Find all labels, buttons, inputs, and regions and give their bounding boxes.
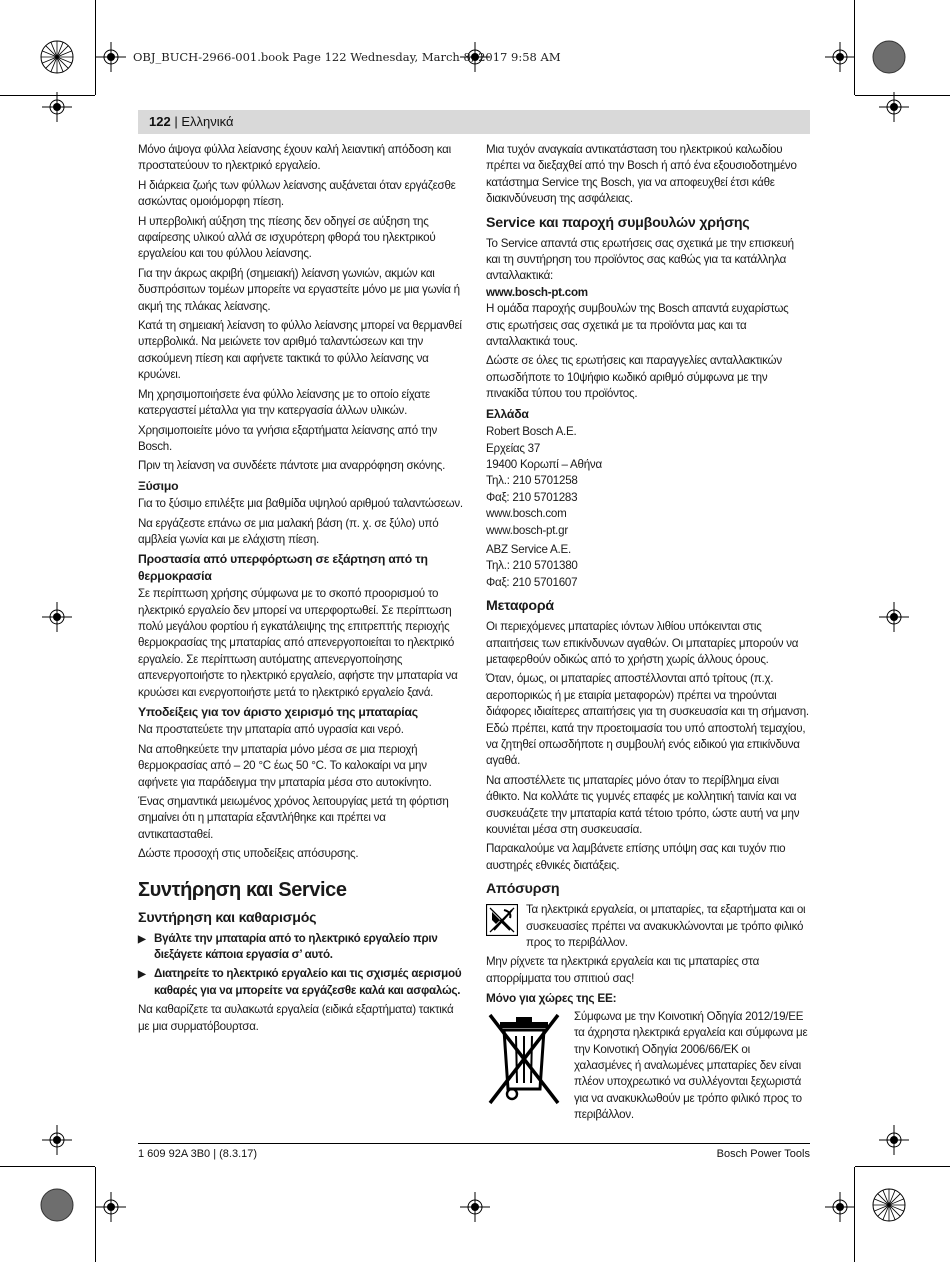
paragraph: Να αποθηκεύετε την μπαταρία μόνο μέσα σε μια περιοχή θερμοκρασίας από – 20 °C έως 50 °C. Το καλοκαίρι να μην αφήνετε για παράδειγμα την μπαταρία μέσα στο αυτοκίνητο. [138, 742, 432, 789]
eu-disposal-note [486, 1009, 809, 1124]
address-line: Φαξ: 210 5701283 [486, 490, 578, 504]
triangle-bullet-icon: ▶ [138, 933, 146, 945]
footer-brand: Bosch Power Tools [716, 1148, 810, 1160]
paragraph: Για την άκρως ακριβή (σημειακή) λείανση γωνιών, ακμών και δυσπρόσιτων τομέων μπορείτε να εργαστείτε μόνο με μια γωνία ή ακμή της πλάκας λείανσης. [138, 266, 460, 313]
registration-mark-icon [96, 42, 126, 72]
paragraph: Ένας σημαντικά μειωμένος χρόνος λειτουργίας μετά τη φόρτιση σημαίνει ότι η μπαταρία εξαντλήθηκε και πρέπει να αντικατασταθεί. [138, 795, 449, 841]
paragraph: Το Service απαντά στις ερωτήσεις σας σχετικά με την επισκευή και τη συντήρηση του προϊόντος σας καθώς για τα κατάλληλα ανταλλακτικά: [486, 236, 794, 283]
paragraph: Όταν, όμως, οι μπαταρίες αποστέλλονται από τρίτους (π.χ. αεροπορικώς ή με εταιρία μεταφορών) πρέπει να τηρούνται διάφορες ιδιαίτερες απαιτήσεις για τη συσκευασία και τη σήμανση. Εδώ πρέπει, κατά την προετοιμασία του υπό αποστολή τεμαχίου, να ζητηθεί οπωσδήποτε η συμβουλή ενός ειδικού για επικίνδυνα αγαθά. [486, 672, 809, 768]
footer-rule [138, 1143, 810, 1144]
registration-mark-icon [42, 602, 72, 632]
registration-mark-icon [460, 1192, 490, 1222]
right-column [486, 142, 809, 1127]
abz-address-block [486, 542, 809, 591]
paragraph: Τα ηλεκτρικά εργαλεία, οι μπαταρίες, τα εξαρτήματα και οι συσκευασίες πρέπει να ανακυκλώνονται με τρόπο φιλικό προς το περιβάλλον. [526, 903, 806, 950]
registration-mark-icon [42, 1125, 72, 1155]
address-line: ABZ Service A.E. [486, 542, 571, 556]
paragraph: Δώστε σε όλες τις ερωτήσεις και παραγγελίες ανταλλακτικών οπωσδήποτε το 10ψήφιο κωδικό αριθμό σύμφωνα με την πινακίδα τύπου του προϊόντος. [486, 354, 782, 401]
no-tools-waste-icon [486, 904, 518, 936]
address-line: Τηλ.: 210 5701380 [486, 559, 578, 573]
gray-patch-mark-icon [40, 1188, 74, 1222]
language-label: Ελληνικά [181, 114, 234, 129]
address-line: 19400 Κορωπί – Αθήνα [486, 457, 602, 471]
section-heading-battery: Υποδείξεις για τον άριστο χειρισμό της μπαταρίας [138, 705, 418, 719]
left-column [138, 142, 463, 1038]
registration-mark-icon [96, 1192, 126, 1222]
paragraph: Η ομάδα παροχής συμβουλών της Bosch απαντά ευχαρίστως στις ερωτήσεις σας σχετικά με τα προϊόντα μας και τα ανταλλακτικά τους. [486, 302, 789, 349]
section-heading-overload: Προστασία από υπερφόρτωση σε εξάρτηση από τη θερμοκρασία [138, 552, 428, 583]
paragraph: Κατά τη σημειακή λείανση το φύλλο λείανσης μπορεί να θερμανθεί υπερβολικά. Να μειώνετε τον αριθμό ταλαντώσεων και την ασκούμενη πίεση και αφήνετε τακτικά το φύλλο λείανσης να κρυώνει. [138, 319, 462, 382]
paragraph: Να αποστέλλετε τις μπαταρίες μόνο όταν το περίβλημα είναι άθικτο. Να κολλάτε τις γυμνές επαφές με κολλητική ταινία και να συσκευάζετε την μπαταρία κατά τέτοιο τρόπο, ώστε αυτή να μην κουνιέται μέσα στη συσκευασία. [486, 773, 800, 837]
paragraph: Σε περίπτωση χρήσης σύμφωνα με το σκοπό προορισμού το ηλεκτρικό εργαλείο δεν μπορεί να υπερφορτωθεί. Σε περίπτωση πολύ μεγάλου φορτίου ή εγκατάλειψης της επιτρεπτής περιοχής θερμοκρασίας της μπαταρίας από απενεργοποιείται το ηλεκτρικό εργαλείο. Σε περίπτωση αυτόματης απενεργοποίησης απενεργοποιήστε το ηλεκτρικό εργαλείο, αφήστε την μπαταρία να κρυώσει και ενεργοποιήστε μετά το ηλεκτρικό εργαλείο ξανά. [138, 587, 458, 699]
registration-mark-icon [42, 92, 72, 122]
chapter-heading-maintenance: Συντήρηση και Service [138, 878, 347, 901]
footer-document-code: 1 609 92A 3B0 | (8.3.17) [138, 1148, 258, 1160]
recycling-note [486, 902, 809, 951]
service-url: www.bosch-pt.com [486, 285, 588, 299]
registration-mark-icon [825, 1192, 855, 1222]
paragraph: Δώστε προσοχή στις υποδείξεις απόσυρσης. [138, 847, 359, 861]
address-line: www.bosch.com [486, 507, 567, 521]
paragraph: Η υπερβολική αύξηση της πίεσης δεν οδηγεί σε αύξηση της αφαίρεσης υλικού αλλά σε ισχυρότερη φθορά του ηλεκτρικού εργαλείου και του φύλλου λείανσης. [138, 214, 436, 261]
paragraph: Μην ρίχνετε τα ηλεκτρικά εργαλεία και τις μπαταρίες στα απορρίμματα του σπιτιού σας! [486, 955, 760, 985]
paragraph: Μια τυχόν αναγκαία αντικατάσταση του ηλεκτρικού καλωδίου πρέπει να διεξαχθεί από την Bosch ή από ένα εξουσιοδοτημένο κατάστημα Service της Bosch, για να αποφευχθεί έτσι κάθε διακινδύνευση της ασφάλειας. [486, 143, 797, 206]
address-line: Τηλ.: 210 5701258 [486, 474, 578, 488]
address-line: Φαξ: 210 5701607 [486, 575, 578, 589]
paragraph: Να προστατεύετε την μπαταρία από υγρασία και νερό. [138, 723, 404, 737]
registration-mark-icon [879, 602, 909, 632]
page-number: 122 [149, 114, 171, 129]
starburst-mark-icon [872, 1188, 906, 1222]
section-heading-cleaning: Συντήρηση και καθαρισμός [138, 909, 317, 926]
paragraph: Να καθαρίζετε τα αυλακωτά εργαλεία (ειδικά εξαρτήματα) τακτικά με μια συρματόβουρτσα. [138, 1003, 454, 1033]
section-heading-disposal: Απόσυρση [486, 881, 560, 898]
instruction-bullet: ▶ Βγάλτε την μπαταρία από το ηλεκτρικό εργαλείο πριν διεξάγετε κάποια εργασία σ’ αυτό. [138, 931, 463, 964]
section-heading-transport: Μεταφορά [486, 598, 554, 615]
paragraph: Να εργάζεστε επάνω σε μια μαλακή βάση (π. χ. σε ξύλο) υπό αμβλεία γωνία και με ελάχιστη πίεση. [138, 516, 439, 546]
starburst-mark-icon [40, 40, 74, 74]
paragraph: Μη χρησιμοποιήσετε ένα φύλλο λείανσης με το οποίο είχατε κατεργαστεί μέταλλα για την κατεργασία άλλων υλικών. [138, 387, 430, 418]
paragraph: Η διάρκεια ζωής των φύλλων λείανσης αυξάνεται όταν εργάζεσθε ασκώντας ομοιόμορφη πίεση. [138, 178, 456, 209]
address-block [486, 424, 809, 539]
paragraph: Οι περιεχόμενες μπαταρίες ιόντων λιθίου υπόκεινται στις απαιτήσεις των επικίνδυνων αγαθών. Οι μπαταρίες μπορούν να μεταφερθούν οδικώς από το χρήστη χωρίς άλλους όρους. [486, 620, 799, 666]
crop-line [0, 1166, 95, 1167]
paragraph: Παρακαλούμε να λαμβάνετε επίσης υπόψη σας και τυχόν πιο αυστηρές εθνικές διατάξεις. [486, 842, 786, 872]
paragraph: Για το ξύσιμο επιλέξτε μια βαθμίδα υψηλού αριθμού ταλαντώσεων. [138, 497, 463, 511]
address-line: Robert Bosch A.E. [486, 425, 577, 439]
paragraph: Χρησιμοποιείτε μόνο τα γνήσια εξαρτήματα λείανσης από την Bosch. [138, 423, 438, 453]
crossed-out-wheelie-bin-icon [486, 1011, 562, 1107]
section-heading-greece: Ελλάδα [486, 406, 529, 421]
instruction-bullet: ▶ Διατηρείτε το ηλεκτρικό εργαλείο και τις σχισμές αερισμού καθαρές για να μπορείτε να εργάζεσθε καλά και ασφαλώς. [138, 966, 463, 999]
paragraph: Σύμφωνα με την Κοινοτική Οδηγία 2012/19/ΕΕ τα άχρηστα ηλεκτρικά εργαλεία και σύμφωνα με την Κοινοτική Οδηγία 2006/66/ΕΚ οι χαλασμένες ή αναλωμένες μπαταρίες δεν είναι πλέον υποχρεωτικό να συλλέγονται ξεχωριστά για να ανακυκλωθούν με τρόπο φιλικό προς το περιβάλλον. [574, 1009, 808, 1122]
section-heading-service: Service και παροχή συμβουλών χρήσης [486, 214, 750, 231]
section-heading-eu: Μόνο για χώρες της ΕΕ: [486, 991, 617, 1006]
triangle-bullet-icon: ▶ [138, 969, 146, 981]
address-line: Ερχείας 37 [486, 441, 541, 455]
address-line: www.bosch-pt.gr [486, 523, 568, 537]
gray-patch-mark-icon [872, 40, 906, 74]
registration-mark-icon [879, 1125, 909, 1155]
crop-line [855, 1166, 950, 1167]
registration-mark-icon [879, 92, 909, 122]
print-info: OBJ_BUCH-2966-001.book Page 122 Wednesday, March 8, 2017 9:58 AM [133, 50, 561, 64]
paragraph: Μόνο άψογα φύλλα λείανσης έχουν καλή λειαντική απόδοση και προστατεύουν το ηλεκτρικό εργαλείο. [138, 143, 451, 173]
registration-mark-icon [825, 42, 855, 72]
paragraph: Πριν τη λείανση να συνδέετε πάντοτε μια αναρρόφηση σκόνης. [138, 459, 446, 473]
section-heading-scraping: Ξύσιμο [138, 478, 179, 493]
page-header: 122 | Ελληνικά [138, 110, 810, 134]
